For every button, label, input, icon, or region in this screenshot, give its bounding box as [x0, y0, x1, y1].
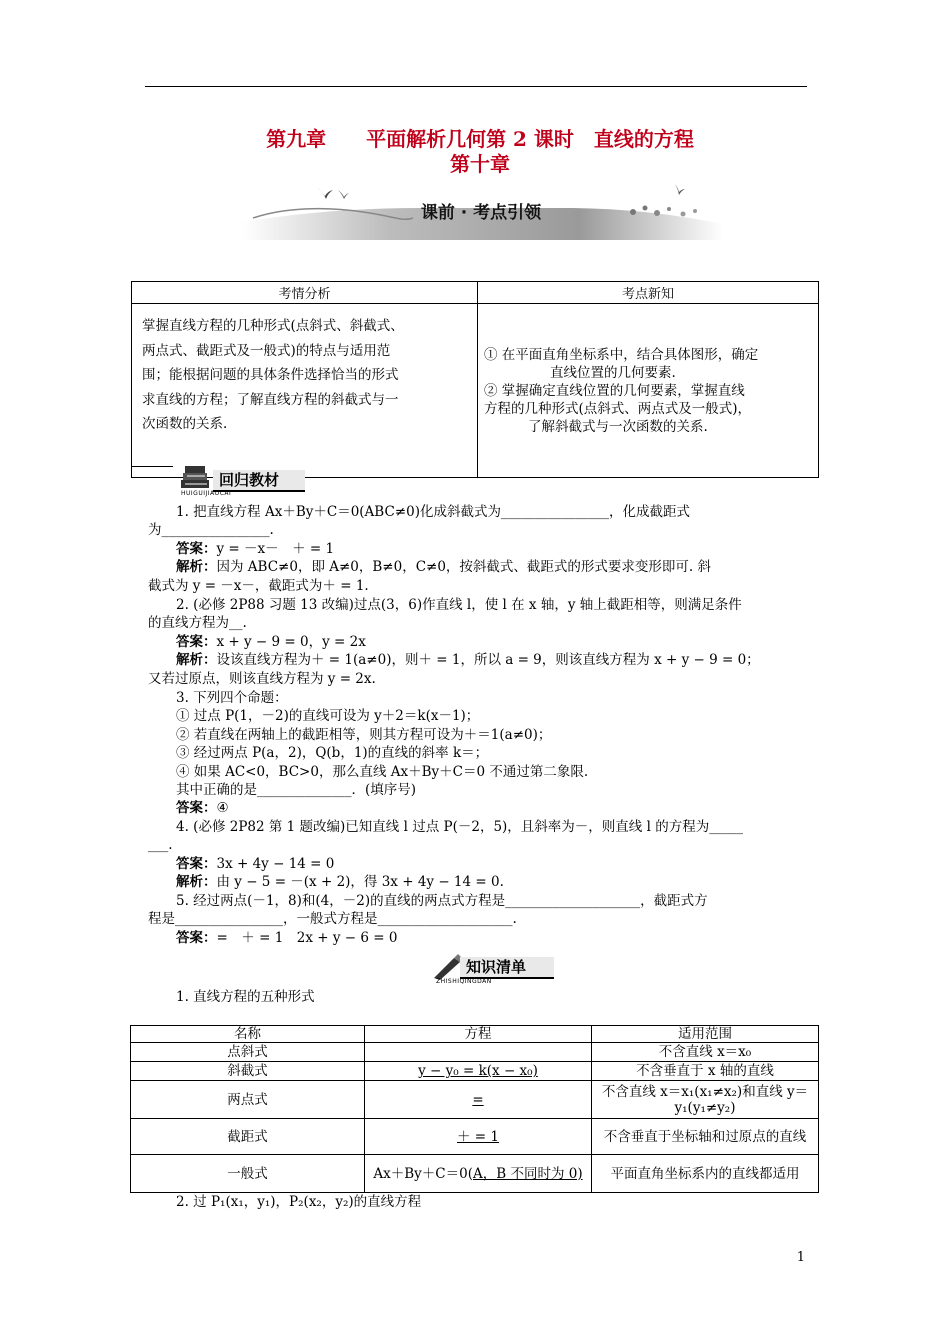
q1-block: 1. 把直线方程 Ax＋By＋C＝0(ABC≠0)化成斜截式为________________，化成截距式 为________________. 答案：y = －x－ ＋ = 1 解析：因为 ABC≠0，即 A≠0，B≠0，C≠0，按斜截式、截距式的形式要求变形即可. 斜 截式为 y = －x－，截距式为＋ = 1. [148, 504, 712, 594]
col-header: 考点新知 [478, 282, 819, 304]
q4-block: 4. (必修 2P82 第 1 题改编)已知直线 l 过点 P(－2，5)，且斜率为－，则直线 l 的方程为_____ ___. 答案：3x + 4y − 14 = 0 解析：由 y − 5 = －(x + 2)，得 3x + 4y − 14 = 0. [148, 819, 743, 891]
bird-icon [675, 184, 685, 195]
chapter-title: 第九章 平面解析几何第 2 课时 直线的方程 [266, 127, 694, 151]
section-title: 知识清单 [460, 957, 554, 979]
section-subtitle: ZHISHIQINGDAN [436, 978, 492, 985]
table-row: 两点式 = 不含直线 x＝x₁(x₁≠x₂)和直线 y＝y₁(y₁≠y₂) [131, 1081, 819, 1119]
line-forms-table [130, 1025, 819, 1193]
pen-icon [432, 952, 462, 980]
bird-icon [315, 186, 333, 199]
exam-analysis-table [131, 281, 819, 478]
books-icon [177, 464, 213, 492]
table-row: 截距式 ＋ = 1 不含垂直于坐标轴和过原点的直线 [131, 1119, 819, 1155]
new-knowledge-cell: ① 在平面直角坐标系中，结合具体图形，确定 直线位置的几何要素. ② 掌握确定直线位置的几何要素，掌握直线 方程的几种形式(点斜式、两点式及一般式)， 了解斜截式与一次函数的关系. [478, 304, 819, 478]
forms-heading-block: 1. 直线方程的五种形式 [176, 989, 315, 1005]
bird-icon [338, 190, 349, 199]
banner-text: 课前 · 考点引领 [420, 203, 542, 223]
header-rule [145, 86, 807, 87]
col-header: 适用范围 [592, 1026, 819, 1043]
item2-block: 2. 过 P₁(x₁，y₁)，P₂(x₂，y₂)的直线方程 [176, 1194, 422, 1210]
page-number: 1 [796, 1250, 805, 1265]
q2-block: 2. (必修 2P88 习题 13 改编)过点(3，6)作直线 l，使 l 在 x 轴，y 轴上截距相等，则满足条件 的直线方程为__. 答案：x + y − 9 = 0，y = 2x 解析：设该直线方程为＋ = 1(a≠0)，则＋ = 1，所以 a = 9，则该直线方程为 x + y − 9 = 0； 又若过原点，则该直线方程为 y = 2x. [148, 597, 760, 687]
table-row: 一般式 Ax＋By＋C＝0(A，B 不同时为 0) 平面直角坐标系内的直线都适用 [131, 1155, 819, 1193]
banner-graphic [243, 178, 723, 240]
col-header: 名称 [131, 1026, 365, 1043]
section-subtitle: HUIGUIJIAOCAI [181, 490, 232, 497]
section-badge-huigui [131, 462, 306, 500]
q5-block: 5. 经过两点(－1，8)和(4，－2)的直线的两点式方程是____________________，截距式方 程是________________，一般式方程是____________________. 答案：= ＋ = 1 2x + y − 6 = 0 [148, 893, 708, 946]
q3-block: 3. 下列四个命题： ① 过点 P(1，－2)的直线可设为 y＋2＝k(x－1)； ② 若直线在两轴上的截距相等，则其方程可设为＋＝1(a≠0)； ③ 经过两点 P(a，2)，Q(b，1)的直线的斜率 k＝； ④ 如果 AC<0，BC>0，那么直线 Ax＋By＋C＝0 不通过第二象限. 其中正确的是______________．(填序号) 答案：④ [176, 690, 589, 817]
exam-analysis-cell: 掌握直线方程的几种形式(点斜式、斜截式、 两点式、截距式及一般式)的特点与适用范 围；能根据问题的具体条件选择恰当的形式 求直线的方程；了解直线方程的斜截式与一 次函数的关系. [132, 304, 478, 478]
table-row: 斜截式 y − y₀ = k(x − x₀) 不含垂直于 x 轴的直线 [131, 1062, 819, 1081]
section-title: 回归教材 [213, 470, 305, 492]
table-row: 点斜式 不含直线 x＝x₀ [131, 1043, 819, 1062]
col-header: 考情分析 [132, 282, 478, 304]
section-badge-zhishi [432, 952, 557, 988]
col-header: 方程 [365, 1026, 592, 1043]
chapter-subtitle: 第十章 [450, 152, 510, 176]
